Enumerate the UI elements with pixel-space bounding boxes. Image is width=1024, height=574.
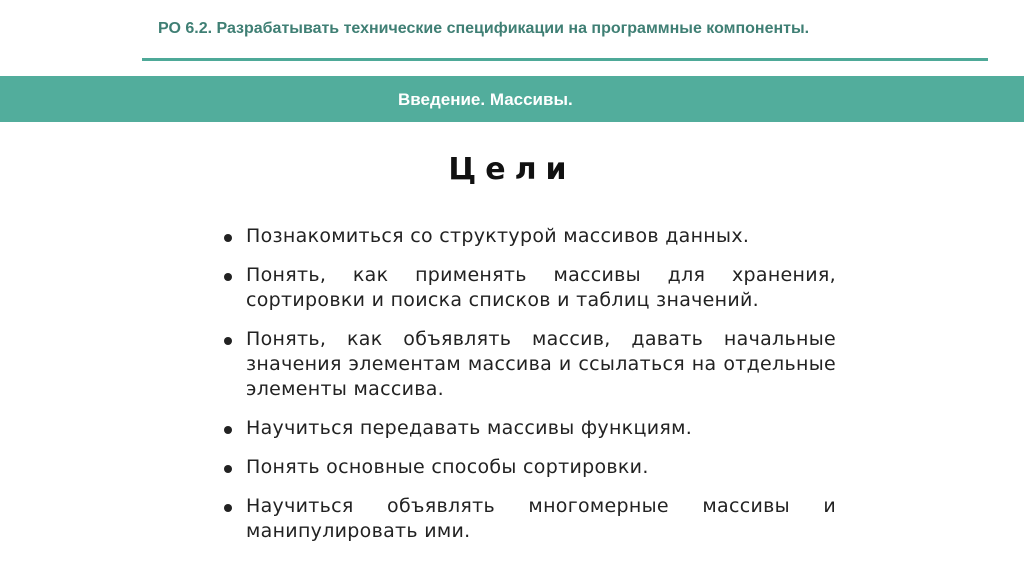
goal-text: Научиться объявлять многомерные массивы и манипулировать ими.: [246, 495, 836, 542]
list-item: [246, 224, 836, 249]
bullet-icon: [224, 337, 232, 345]
goal-text: Понять основные способы сортировки.: [246, 456, 649, 478]
goal-text: Понять, как объявлять массив, давать начальные значения элементам массива и ссылаться на отдельные элементы массива.: [246, 328, 836, 400]
list-item: [246, 494, 836, 544]
bullet-icon: [224, 273, 232, 281]
list-item: [246, 327, 836, 402]
list-item: [246, 455, 836, 480]
bullet-icon: [224, 426, 232, 434]
bullet-icon: [224, 504, 232, 512]
goal-text: Понять, как применять массивы для хранения, сортировки и поиска списков и таблиц значений.: [246, 264, 836, 311]
bullet-icon: [224, 234, 232, 242]
goal-text: Познакомиться со структурой массивов данных.: [246, 225, 750, 247]
section-title: Введение. Массивы.: [398, 90, 573, 109]
goals-list: [246, 224, 836, 558]
list-item: [246, 416, 836, 441]
goal-text: Научиться передавать массивы функциям.: [246, 417, 693, 439]
header-title: РО 6.2. Разрабатывать технические спецификации на программные компоненты.: [158, 20, 810, 37]
list-item: [246, 263, 836, 313]
goals-heading: Цели: [448, 152, 576, 187]
bullet-icon: [224, 465, 232, 473]
header-divider: [142, 58, 988, 61]
